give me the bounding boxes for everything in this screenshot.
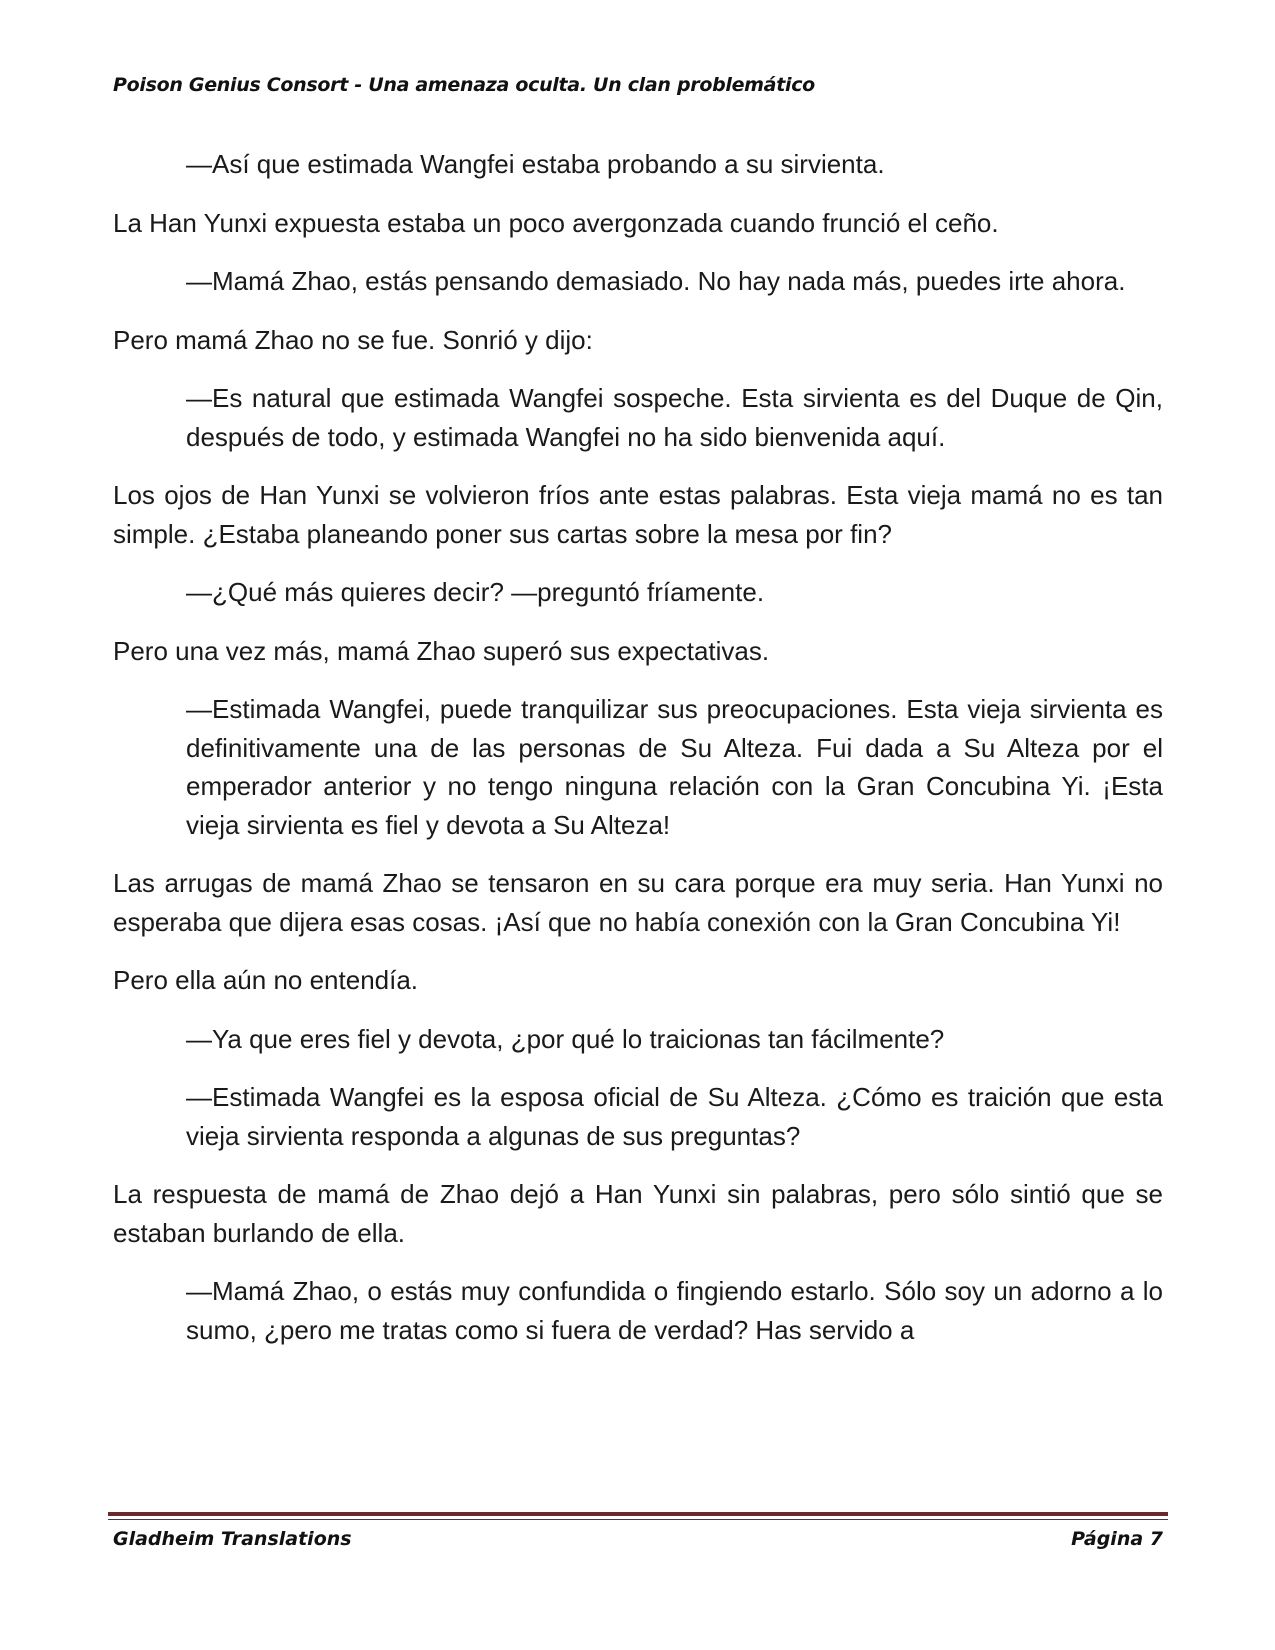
footer-publisher: Gladheim Translations: [113, 1528, 352, 1550]
paragraph-15: —Mamá Zhao, o estás muy confundida o fingiendo estarlo. Sólo soy un adorno a lo sumo, ¿pero me tratas como si fuera de verdad? Has servido a: [186, 1276, 1163, 1345]
paragraph-11: Pero ella aún no entendía.: [113, 965, 419, 995]
paragraph-2: La Han Yunxi expuesta estaba un poco avergonzada cuando frunció el ceño.: [113, 207, 999, 238]
paragraph-5: —Es natural que estimada Wangfei sospeche. Esta sirvienta es del Duque de Qin, después de todo, y estimada Wangfei no ha sido bienvenida aquí.: [186, 383, 1163, 452]
paragraph-3: —Mamá Zhao, estás pensando demasiado. No hay nada más, puedes irte ahora.: [186, 266, 1126, 296]
paragraph-9: —Estimada Wangfei, puede tranquilizar sus preocupaciones. Esta vieja sirvienta es definitivamente una de las personas de Su Alteza. Fui dada a Su Alteza por el emperador anterior y no tengo ninguna relación con la Gran Concubina Yi. ¡Esta vieja sirvienta es fiel y devota a Su Alteza!: [186, 694, 1163, 840]
paragraph-8: Pero una vez más, mamá Zhao superó sus expectativas.: [113, 635, 770, 666]
paragraph-6: Los ojos de Han Yunxi se volvieron fríos ante estas palabras. Esta vieja mamá no es tan simple. ¿Estaba planeando poner sus cartas sobre la mesa por fin?: [113, 480, 1163, 549]
paragraph-1: —Así que estimada Wangfei estaba probando a su sirvienta.: [186, 149, 885, 179]
paragraph-14: La respuesta de mamá de Zhao dejó a Han Yunxi sin palabras, pero sólo sintió que se estaban burlando de ella.: [113, 1179, 1163, 1248]
paragraph-13: —Estimada Wangfei es la esposa oficial de Su Alteza. ¿Cómo es traición que esta vieja sirvienta responda a algunas de sus preguntas?: [186, 1082, 1163, 1151]
paragraph-4: Pero mamá Zhao no se fue. Sonrió y dijo:: [113, 324, 593, 355]
running-header: Poison Genius Consort - Una amenaza oculta. Un clan problemático: [113, 74, 815, 96]
footer-divider: [108, 1512, 1168, 1520]
body-text: [113, 145, 1163, 1369]
paragraph-12: —Ya que eres fiel y devota, ¿por qué lo traicionas tan fácilmente?: [186, 1023, 945, 1054]
page-number: Página 7: [1071, 1528, 1163, 1550]
paragraph-7: —¿Qué más quieres decir? —preguntó fríamente.: [186, 577, 765, 607]
paragraph-10: Las arrugas de mamá Zhao se tensaron en su cara porque era muy seria. Han Yunxi no esperaba que dijera esas cosas. ¡Así que no había conexión con la Gran Concubina Yi!: [113, 868, 1163, 937]
